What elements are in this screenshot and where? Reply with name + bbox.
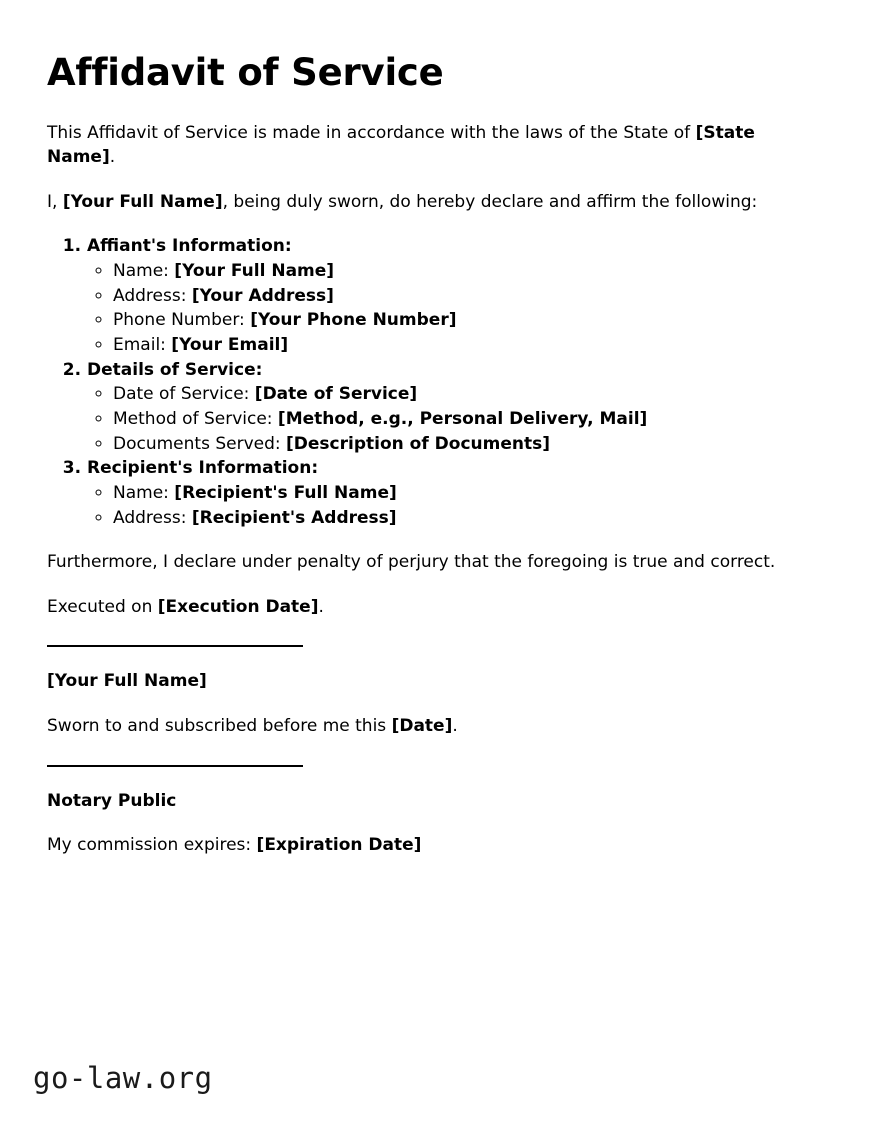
intro-paragraph bbox=[47, 121, 822, 170]
sworn-text-before: Sworn to and subscribed before me this bbox=[47, 716, 392, 737]
declaration-placeholder-full-name: [Your Full Name] bbox=[62, 191, 223, 212]
field-label: Documents Served: bbox=[113, 433, 287, 454]
affiant-signature-line bbox=[47, 645, 303, 647]
list-item-field bbox=[113, 284, 822, 309]
list-item-field bbox=[113, 481, 822, 506]
field-value: [Recipient's Full Name] bbox=[174, 482, 397, 503]
sworn-paragraph bbox=[47, 714, 822, 739]
field-label: Email: bbox=[113, 335, 172, 356]
notary-signature-line bbox=[47, 765, 303, 767]
declaration-paragraph bbox=[47, 190, 822, 215]
field-value: [Your Phone Number] bbox=[250, 310, 457, 331]
field-value: [Description of Documents] bbox=[286, 433, 550, 454]
field-label: Name: bbox=[113, 482, 175, 503]
affiant-signature-line-wrap bbox=[47, 645, 822, 647]
list-item-affiants-information bbox=[87, 234, 822, 357]
affiant-signature-name: [Your Full Name] bbox=[47, 671, 207, 692]
sub-list-recipients-information bbox=[87, 481, 822, 530]
perjury-paragraph: Furthermore, I declare under penalty of perjury that the foregoing is true and correct. bbox=[47, 552, 776, 573]
executed-text-after: . bbox=[318, 596, 324, 617]
list-item-field bbox=[113, 506, 822, 531]
list-item-details-of-service bbox=[87, 358, 822, 457]
list-item-field bbox=[113, 432, 822, 457]
field-label: Address: bbox=[113, 285, 192, 306]
commission-paragraph bbox=[47, 833, 822, 858]
field-label: Phone Number: bbox=[113, 310, 251, 331]
notary-signature-line-wrap bbox=[47, 765, 822, 767]
footer-watermark: go-law.org bbox=[33, 1061, 213, 1095]
document-body bbox=[47, 52, 822, 878]
sub-list-affiants-information bbox=[87, 259, 822, 358]
field-value: [Your Email] bbox=[171, 335, 289, 356]
field-value: [Recipient's Address] bbox=[191, 507, 397, 528]
list-item-field bbox=[113, 382, 822, 407]
field-label: Method of Service: bbox=[113, 408, 278, 429]
section-label: Recipient's Information: bbox=[87, 458, 319, 479]
declaration-text-after: , being duly sworn, do hereby declare and affirm the following: bbox=[222, 191, 758, 212]
declaration-text-before: I, bbox=[47, 191, 63, 212]
sworn-placeholder-date: [Date] bbox=[391, 716, 453, 737]
section-label: Details of Service: bbox=[87, 359, 263, 380]
sub-list-details-of-service bbox=[87, 382, 822, 456]
list-item-field bbox=[113, 407, 822, 432]
field-label: Date of Service: bbox=[113, 384, 255, 405]
list-item-field bbox=[113, 308, 822, 333]
executed-text-before: Executed on bbox=[47, 596, 158, 617]
commission-placeholder-expiration-date: [Expiration Date] bbox=[256, 835, 422, 856]
field-value: [Date of Service] bbox=[254, 384, 418, 405]
field-label: Address: bbox=[113, 507, 192, 528]
affidavit-sections-list bbox=[47, 234, 822, 530]
intro-text-after: . bbox=[109, 147, 116, 168]
commission-text-before: My commission expires: bbox=[47, 835, 257, 856]
sworn-text-after: . bbox=[452, 716, 458, 737]
field-value: [Method, e.g., Personal Delivery, Mail] bbox=[277, 408, 648, 429]
executed-paragraph bbox=[47, 595, 822, 620]
section-label: Affiant's Information: bbox=[87, 236, 292, 257]
intro-text-before: This Affidavit of Service is made in accordance with the laws of the State of bbox=[47, 122, 696, 143]
page-title: Affidavit of Service bbox=[47, 51, 444, 94]
list-item-field bbox=[113, 259, 822, 284]
intro-placeholder-state-name: [State Name] bbox=[47, 122, 755, 168]
executed-placeholder-date: [Execution Date] bbox=[157, 596, 319, 617]
field-label: Name: bbox=[113, 261, 175, 282]
list-item-field bbox=[113, 333, 822, 358]
field-value: [Your Full Name] bbox=[174, 261, 335, 282]
field-value: [Your Address] bbox=[191, 285, 334, 306]
list-item-recipients-information bbox=[87, 456, 822, 530]
notary-title: Notary Public bbox=[47, 790, 177, 811]
